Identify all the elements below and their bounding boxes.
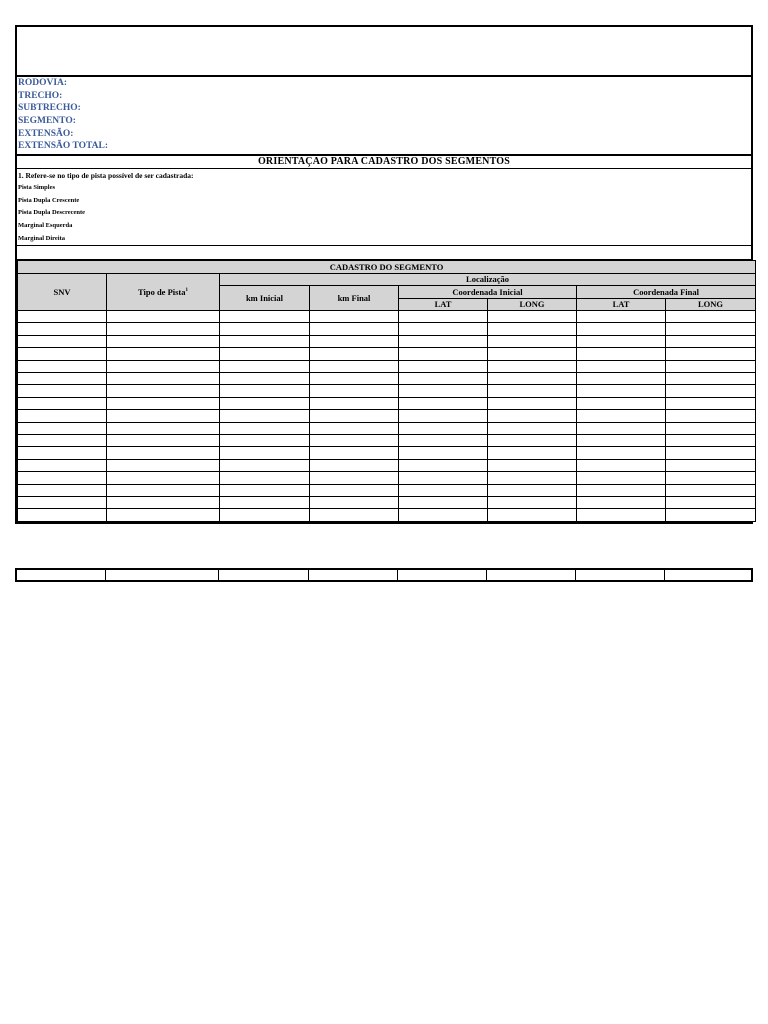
- table-cell[interactable]: [488, 447, 577, 459]
- table-cell[interactable]: [666, 496, 756, 508]
- table-cell[interactable]: [310, 435, 399, 447]
- col-long-final: LONG: [666, 298, 756, 311]
- field-rodovia: RODOVIA:: [18, 78, 68, 88]
- table-cell[interactable]: [220, 484, 310, 496]
- table-cell[interactable]: [18, 373, 107, 385]
- table-cell[interactable]: [18, 397, 107, 409]
- table-title: CADASTRO DO SEGMENTO: [18, 261, 756, 274]
- table-cell[interactable]: [107, 410, 220, 422]
- table-cell[interactable]: [18, 496, 107, 508]
- table-cell[interactable]: [399, 496, 488, 508]
- table-cell[interactable]: [666, 459, 756, 471]
- table-row: [18, 335, 756, 347]
- table-cell[interactable]: [666, 360, 756, 372]
- table-row: [18, 397, 756, 409]
- table-cell[interactable]: [399, 422, 488, 434]
- table-cell[interactable]: [488, 435, 577, 447]
- orientation-title: ORIENTAÇAO PARA CADASTRO DOS SEGMENTOS: [17, 156, 751, 169]
- table-cell[interactable]: [488, 472, 577, 484]
- table-row: [18, 509, 756, 521]
- table-cell[interactable]: [399, 459, 488, 471]
- table-row: [18, 348, 756, 360]
- table-cell[interactable]: [666, 472, 756, 484]
- table-cell[interactable]: [310, 385, 399, 397]
- table-cell[interactable]: [488, 360, 577, 372]
- table-cell[interactable]: [220, 311, 310, 323]
- table-cell[interactable]: [577, 410, 666, 422]
- table-cell[interactable]: [399, 484, 488, 496]
- table-cell[interactable]: [488, 385, 577, 397]
- table-cell[interactable]: [310, 484, 399, 496]
- table-cell[interactable]: [577, 335, 666, 347]
- table-cell[interactable]: [220, 459, 310, 471]
- form-sheet: [15, 25, 753, 524]
- table-cell[interactable]: [399, 385, 488, 397]
- table-cell[interactable]: [18, 435, 107, 447]
- table-cell[interactable]: [107, 509, 220, 521]
- table-cell[interactable]: [18, 323, 107, 335]
- table-cell[interactable]: [18, 348, 107, 360]
- table-cell[interactable]: [310, 410, 399, 422]
- table-cell[interactable]: [488, 373, 577, 385]
- table-cell[interactable]: [107, 397, 220, 409]
- table-cell[interactable]: [577, 472, 666, 484]
- table-row: [18, 496, 756, 508]
- table-row: [18, 447, 756, 459]
- table-cell[interactable]: [310, 472, 399, 484]
- table-cell[interactable]: [107, 348, 220, 360]
- table-cell[interactable]: [107, 496, 220, 508]
- table-cell[interactable]: [488, 459, 577, 471]
- table-cell[interactable]: [18, 311, 107, 323]
- table-cell[interactable]: [220, 335, 310, 347]
- col-km-inicial: km Inicial: [220, 286, 310, 311]
- orientation-item: Pista Dupla Descrecente: [18, 209, 86, 217]
- table-cell[interactable]: [18, 459, 107, 471]
- col-tipo-pista-label: Tipo de Pista: [137, 287, 186, 298]
- table-cell[interactable]: [18, 360, 107, 372]
- table-cell[interactable]: [488, 323, 577, 335]
- table-cell[interactable]: [399, 373, 488, 385]
- table-cell[interactable]: [577, 311, 666, 323]
- table-cell[interactable]: [107, 311, 220, 323]
- table-cell[interactable]: [220, 447, 310, 459]
- table-cell[interactable]: [488, 422, 577, 434]
- orientation-item: Pista Simples: [18, 184, 56, 192]
- table-row: [18, 323, 756, 335]
- table-cell[interactable]: [666, 447, 756, 459]
- table-cell[interactable]: [310, 311, 399, 323]
- header-box: [15, 25, 753, 75]
- footer-cell[interactable]: [398, 570, 487, 580]
- table-cell[interactable]: [488, 397, 577, 409]
- orientation-note: 1. Refere-se no tipo de pista possível de ser cadastrada:: [18, 171, 194, 181]
- footer-cell[interactable]: [309, 570, 398, 580]
- footnote-marker: 1: [185, 288, 189, 294]
- table-cell[interactable]: [577, 323, 666, 335]
- table-cell[interactable]: [310, 422, 399, 434]
- field-segmento: SEGMENTO:: [18, 116, 76, 127]
- table-cell[interactable]: [399, 323, 488, 335]
- table-cell[interactable]: [666, 311, 756, 323]
- table-cell[interactable]: [310, 360, 399, 372]
- identification-fields: [15, 75, 753, 154]
- footer-cell[interactable]: [106, 570, 219, 580]
- table-cell[interactable]: [18, 447, 107, 459]
- table-cell[interactable]: [107, 459, 220, 471]
- footer-cell[interactable]: [219, 570, 309, 580]
- table-row: [18, 459, 756, 471]
- table-row: [18, 422, 756, 434]
- table-cell[interactable]: [666, 509, 756, 521]
- table-cell[interactable]: [666, 410, 756, 422]
- table-cell[interactable]: [310, 348, 399, 360]
- table-cell[interactable]: [488, 311, 577, 323]
- footer-row: [15, 568, 753, 582]
- table-cell[interactable]: [310, 459, 399, 471]
- table-cell[interactable]: [399, 435, 488, 447]
- table-cell[interactable]: [107, 385, 220, 397]
- table-cell[interactable]: [399, 397, 488, 409]
- table-cell[interactable]: [107, 373, 220, 385]
- table-cell[interactable]: [18, 422, 107, 434]
- table-cell[interactable]: [488, 496, 577, 508]
- col-localizacao: Localização: [220, 273, 756, 286]
- table-cell[interactable]: [310, 496, 399, 508]
- field-trecho: TRECHO:: [18, 90, 63, 101]
- table-cell[interactable]: [577, 496, 666, 508]
- table-cell[interactable]: [220, 472, 310, 484]
- table-cell[interactable]: [107, 360, 220, 372]
- table-cell[interactable]: [488, 348, 577, 360]
- table-row: [18, 373, 756, 385]
- footer-cell[interactable]: [17, 570, 106, 580]
- orientation-item: Pista Dupla Crescente: [18, 196, 80, 204]
- orientation-item: Marginal Esquerda: [18, 221, 73, 229]
- table-cell[interactable]: [399, 335, 488, 347]
- col-coord-inicial: Coordenada Inicial: [399, 286, 577, 299]
- table-cell[interactable]: [399, 360, 488, 372]
- table-cell[interactable]: [488, 335, 577, 347]
- orientation-section: [15, 154, 753, 259]
- table-cell[interactable]: [310, 323, 399, 335]
- table-cell[interactable]: [220, 435, 310, 447]
- table-row: [18, 435, 756, 447]
- table-cell[interactable]: [666, 335, 756, 347]
- table-cell[interactable]: [107, 335, 220, 347]
- table-cell[interactable]: [220, 410, 310, 422]
- table-cell[interactable]: [107, 447, 220, 459]
- col-long-inicial: LONG: [488, 298, 577, 311]
- table-cell[interactable]: [488, 484, 577, 496]
- table-cell[interactable]: [107, 472, 220, 484]
- table-cell[interactable]: [577, 348, 666, 360]
- table-row: [18, 311, 756, 323]
- table-cell[interactable]: [310, 397, 399, 409]
- col-tipo-pista: [107, 273, 220, 311]
- table-cell[interactable]: [18, 484, 107, 496]
- table-cell[interactable]: [399, 410, 488, 422]
- table-cell[interactable]: [488, 410, 577, 422]
- table-row: [18, 472, 756, 484]
- table-cell[interactable]: [220, 397, 310, 409]
- table-cell[interactable]: [577, 360, 666, 372]
- table-cell[interactable]: [577, 385, 666, 397]
- table-cell[interactable]: [399, 509, 488, 521]
- table-cell[interactable]: [107, 435, 220, 447]
- table-row: [18, 360, 756, 372]
- footer-cell[interactable]: [576, 570, 665, 580]
- table-cell[interactable]: [577, 459, 666, 471]
- table-cell[interactable]: [18, 335, 107, 347]
- table-cell[interactable]: [666, 397, 756, 409]
- table-cell[interactable]: [220, 348, 310, 360]
- table-cell[interactable]: [18, 410, 107, 422]
- table-cell[interactable]: [220, 360, 310, 372]
- table-cell[interactable]: [310, 447, 399, 459]
- table-cell[interactable]: [310, 335, 399, 347]
- table-cell[interactable]: [107, 323, 220, 335]
- orientation-spacer: [17, 245, 751, 259]
- table-row: [18, 484, 756, 496]
- table-cell[interactable]: [666, 323, 756, 335]
- table-cell[interactable]: [577, 447, 666, 459]
- table-cell[interactable]: [577, 484, 666, 496]
- table-cell[interactable]: [666, 435, 756, 447]
- table-cell[interactable]: [666, 484, 756, 496]
- table-cell[interactable]: [399, 447, 488, 459]
- table-cell[interactable]: [577, 397, 666, 409]
- table-cell[interactable]: [18, 385, 107, 397]
- table-cell[interactable]: [666, 385, 756, 397]
- table-cell[interactable]: [488, 509, 577, 521]
- col-lat-final: LAT: [577, 298, 666, 311]
- footer-cell[interactable]: [665, 570, 751, 580]
- col-km-final: km Final: [310, 286, 399, 311]
- table-cell[interactable]: [310, 509, 399, 521]
- table-cell[interactable]: [220, 323, 310, 335]
- orientation-item: Marginal Direita: [18, 234, 65, 242]
- table-cell[interactable]: [107, 422, 220, 434]
- table-cell[interactable]: [399, 472, 488, 484]
- table-cell[interactable]: [310, 373, 399, 385]
- table-cell[interactable]: [577, 422, 666, 434]
- field-extensao-total: EXTENSÃO TOTAL:: [18, 141, 109, 152]
- field-extensao: EXTENSÃO:: [18, 128, 74, 139]
- col-snv: SNV: [18, 273, 107, 311]
- table-cell[interactable]: [577, 373, 666, 385]
- table-cell[interactable]: [577, 435, 666, 447]
- table-cell[interactable]: [220, 422, 310, 434]
- table-cell[interactable]: [666, 422, 756, 434]
- table-cell[interactable]: [577, 509, 666, 521]
- field-subtrecho: SUBTRECHO:: [18, 103, 81, 114]
- table-row: [18, 385, 756, 397]
- segment-table: [15, 259, 753, 524]
- table-cell[interactable]: [220, 509, 310, 521]
- table-cell[interactable]: [220, 496, 310, 508]
- table-cell[interactable]: [18, 472, 107, 484]
- table-cell[interactable]: [220, 385, 310, 397]
- table-cell[interactable]: [399, 348, 488, 360]
- footer-cell[interactable]: [487, 570, 576, 580]
- col-lat-inicial: LAT: [399, 298, 488, 311]
- table-cell[interactable]: [666, 373, 756, 385]
- table-row: [18, 410, 756, 422]
- col-coord-final: Coordenada Final: [577, 286, 756, 299]
- table-cell[interactable]: [220, 373, 310, 385]
- table-cell[interactable]: [399, 311, 488, 323]
- table-cell[interactable]: [18, 509, 107, 521]
- table-cell[interactable]: [107, 484, 220, 496]
- table-cell[interactable]: [666, 348, 756, 360]
